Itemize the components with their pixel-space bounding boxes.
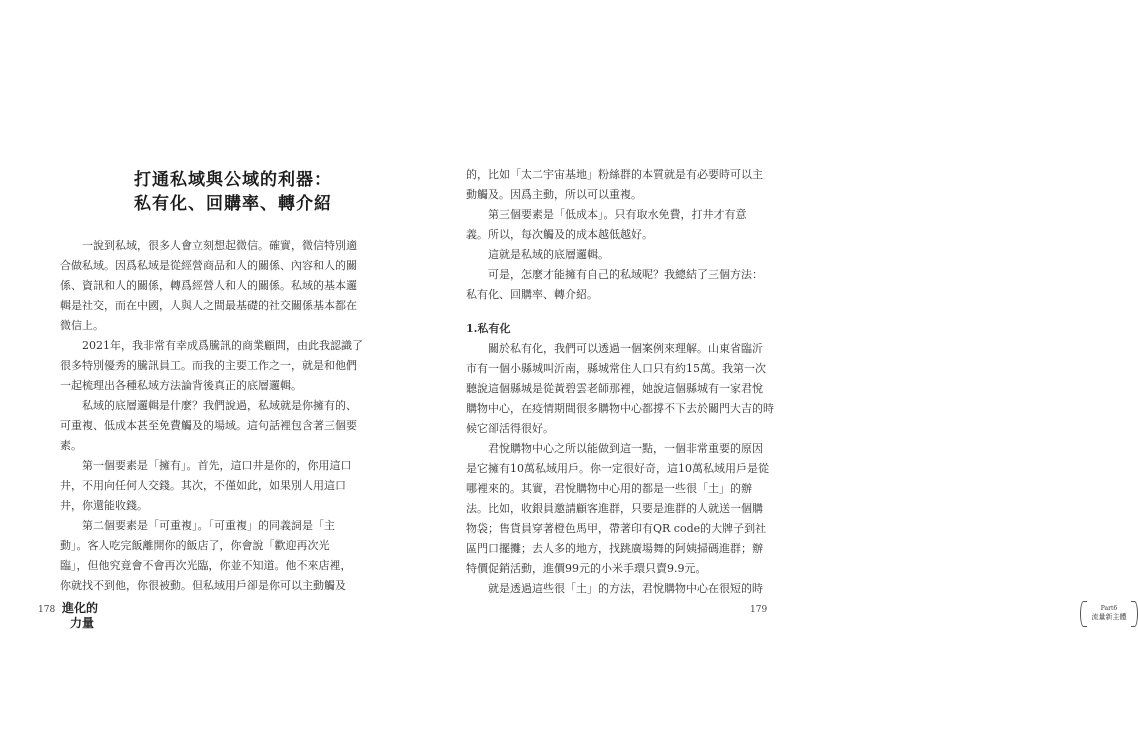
paragraph	[466, 205, 756, 245]
text-line: 特價促銷活動，進價99元的小米手環只賣9.9元。	[466, 562, 707, 575]
text-line: 素。	[60, 439, 82, 452]
text-line: 第二個要素是「可重複」。「可重複」的同義詞是「主	[82, 519, 335, 532]
paragraph	[60, 336, 363, 396]
text-line: 義。所以，每次觸及的成本越低越好。	[466, 228, 653, 241]
chapter-title	[108, 168, 358, 216]
text-line: 君悅購物中心之所以能做到這一點，一個非常重要的原因	[488, 442, 763, 455]
text-line: 是它擁有10萬私域用戶。你一定很好奇，這10萬私域用戶是從	[466, 462, 769, 475]
left-parenthesis-icon	[1080, 601, 1087, 627]
series-line-1: 進化的	[62, 601, 99, 615]
chapter-title-line-1: 打通私域與公域的利器：	[134, 170, 332, 190]
text-line: 聽說這個縣城是從黃碧雲老師那裡，她說這個縣城有一家君悅	[466, 382, 763, 395]
text-line: 合做私域。因爲私域是從經營商品和人的關係、內容和人的關	[60, 259, 357, 272]
right-page	[400, 0, 1127, 744]
paragraph	[60, 516, 350, 596]
text-line: 動觸及。因爲主動，所以可以重複。	[466, 188, 642, 201]
text-line: 2021年，我非常有幸成爲騰訊的商業顧問，由此我認識了	[82, 339, 363, 352]
right-body-text	[466, 165, 774, 599]
left-body-text	[60, 236, 363, 596]
text-line: 哪裡來的。其實，君悅購物中心用的都是一些很「土」的辦	[466, 482, 752, 495]
paragraph	[466, 339, 774, 439]
paragraph	[60, 236, 357, 336]
paragraph	[466, 165, 763, 205]
text-line: 第三個要素是「低成本」。只有取水免費，打井才有意	[488, 208, 747, 221]
page-number-right: 179	[750, 605, 768, 615]
text-line: 市有一個小縣城叫沂南，縣城常住人口只有約15萬。我第一次	[466, 362, 766, 375]
right-parenthesis-icon	[1131, 601, 1138, 627]
paragraph	[466, 439, 769, 579]
part-label: Part6	[1100, 605, 1118, 612]
text-line: 關於私有化，我們可以透過一個案例來理解。山東省臨沂	[488, 342, 763, 355]
left-page	[0, 0, 400, 744]
text-line: 動」。客人吃完飯離開你的飯店了，你會說「歡迎再次光	[60, 539, 330, 552]
text-line: 私有化、回購率、轉介紹。	[466, 288, 598, 301]
section-heading: 1.私有化	[466, 322, 511, 335]
text-line: 就是透過這些很「土」的方法，君悅購物中心在很短的時	[488, 582, 763, 595]
paragraph	[466, 579, 763, 599]
text-line: 微信上。	[60, 319, 104, 332]
text-line: 輯是社交，而在中國，人與人之間最基礎的社交關係基本都在	[60, 299, 357, 312]
page-number-left: 178	[38, 605, 56, 615]
text-line: 係、資訊和人的關係，轉爲經營人和人的關係。私域的基本邏	[60, 279, 357, 292]
paragraph	[60, 396, 357, 456]
text-line: 你就找不到他，你很被動。但私域用戶卻是你可以主動觸及	[60, 579, 346, 592]
text-line: 一說到私域，很多人會立刻想起微信。確實，微信特別適	[82, 239, 357, 252]
text-line: 臨」，但他究竟會不會再次光臨，你並不知道。他不來店裡，	[60, 559, 352, 572]
part-badge	[1080, 601, 1138, 627]
paragraph	[466, 265, 763, 305]
text-line: 很多特別優秀的騰訊員工。而我的主要工作之一，就是和他們	[60, 359, 357, 372]
text-line: 法。比如，收銀員邀請顧客進群，只要是進群的人就送一個購	[466, 502, 763, 515]
paragraph	[466, 245, 756, 265]
paragraph	[60, 456, 350, 516]
text-line: 第一個要素是「擁有」。首先，這口井是你的，你用這口	[82, 459, 352, 472]
text-line: 私域的底層邏輯是什麼？我們說過，私域就是你擁有的、	[82, 399, 357, 412]
chapter-title-line-2: 私有化、回購率、轉介紹	[134, 194, 332, 214]
text-line: 購物中心，在疫情期間很多購物中心都撐不下去於關門大吉的時	[466, 402, 774, 415]
text-line: 可是，怎麼才能擁有自己的私域呢？我總結了三個方法：	[488, 268, 763, 281]
text-line: 井，不用向任何人交錢。其次，不僅如此，如果別人用這口	[60, 479, 346, 492]
part-subtitle: 流量新主體	[1091, 613, 1127, 621]
text-line: 物袋；售貨員穿著橙色馬甲，帶著印有QR code的大牌子到社	[466, 522, 767, 535]
text-line: 這就是私域的底層邏輯。	[488, 248, 609, 261]
series-line-2: 力量	[70, 616, 95, 630]
text-line: 井，你還能收錢。	[60, 499, 148, 512]
text-line: 的，比如「太二宇宙基地」粉絲群的本質就是有必要時可以主	[466, 168, 763, 181]
text-line: 候它卻活得很好。	[466, 422, 554, 435]
text-line: 可重複、低成本甚至免費觸及的場域。這句話裡包含著三個要	[60, 419, 357, 432]
text-line: 一起梳理出各種私域方法論背後真正的底層邏輯。	[60, 379, 302, 392]
text-line: 區門口擺攤；去人多的地方，找跳廣場舞的阿姨掃碼進群；辦	[466, 542, 763, 555]
book-series-label	[62, 601, 98, 631]
